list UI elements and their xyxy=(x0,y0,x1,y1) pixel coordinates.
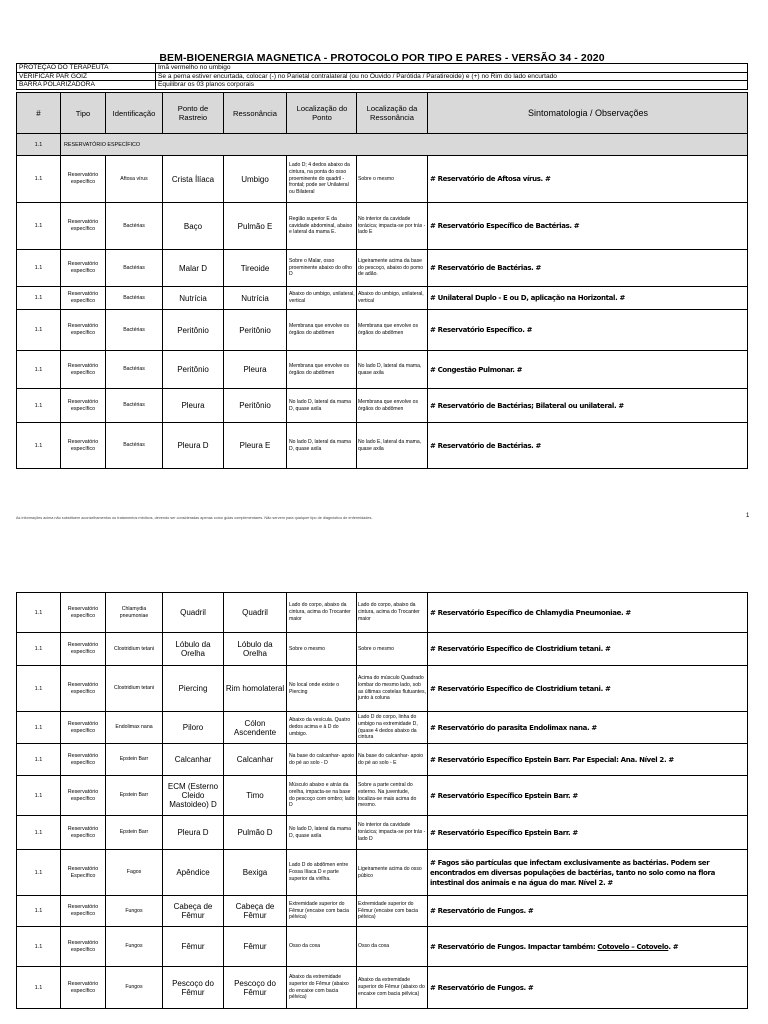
row-localizacao-ponto: Osso da coxa xyxy=(287,927,357,967)
row-observacoes: # Reservatório Específico Epstein Barr. Par Especial: Ana. Nível 2. # xyxy=(428,744,748,776)
row-num: 1.1 xyxy=(17,967,61,1009)
table-row xyxy=(17,203,748,250)
protocol-table-page-2 xyxy=(16,592,748,1009)
row-localizacao-ponto: Na base do calcanhar- apoio do pé ao solo - D xyxy=(287,744,357,776)
row-observacoes: # Reservatório Específico de Clostridium tetani. # xyxy=(428,633,748,666)
row-identificacao: Fungos xyxy=(106,896,163,927)
row-num: 1.1 xyxy=(17,744,61,776)
row-tipo: Reservatório específico xyxy=(61,744,106,776)
row-observacoes: # Reservatório de Bactérias. # xyxy=(428,250,748,287)
header-ponto: Ponto de Rastreio xyxy=(163,93,224,134)
row-tipo: Reservatório específico xyxy=(61,351,106,389)
row-tipo: Reservatório específico xyxy=(61,633,106,666)
page-number: 1 xyxy=(746,513,750,519)
row-observacoes: # Unilateral Duplo - E ou D, aplicação na Horizontal. # xyxy=(428,287,748,310)
row-ressonancia: Umbigo xyxy=(224,156,287,203)
row-localizacao-ponto: Sobre o mesmo xyxy=(287,633,357,666)
row-ponto-rastreio: Calcanhar xyxy=(163,744,224,776)
row-observacoes: # Reservatório Específico de Clostridium tetani. # xyxy=(428,666,748,712)
row-tipo: Reservatório Específico xyxy=(61,850,106,896)
row-identificacao: Fagos xyxy=(106,850,163,896)
row-localizacao-ressonancia: Sobre o mesmo xyxy=(357,633,428,666)
row-localizacao-ressonancia: Membrana que envolve os órgãos do abdômen xyxy=(357,310,428,351)
row-identificacao: Clostridium tetani xyxy=(106,633,163,666)
row-ressonancia: Tireoide xyxy=(224,250,287,287)
row-ressonancia: Pleura E xyxy=(224,423,287,469)
row-observacoes: # Reservatório de Bactérias. # xyxy=(428,423,748,469)
row-localizacao-ponto: Membrana que envolve os órgãos do abdômen xyxy=(287,351,357,389)
row-observacoes: # Reservatório de Fungos. # xyxy=(428,896,748,927)
row-ponto-rastreio: Pleura xyxy=(163,389,224,423)
row-tipo: Reservatório específico xyxy=(61,776,106,816)
row-localizacao-ponto: Abaixo do umbigo, unilateral, vertical xyxy=(287,287,357,310)
row-ressonancia: Nutrícia xyxy=(224,287,287,310)
header-lr: Localização da Ressonância xyxy=(357,93,428,134)
row-localizacao-ponto: No lado D, lateral da mama D, quase axila xyxy=(287,423,357,469)
row-identificacao: Endolimax nana xyxy=(106,712,163,744)
row-ponto-rastreio: Cabeça de Fêmur xyxy=(163,896,224,927)
row-localizacao-ponto: No lado D, lateral da mama D, quase axila xyxy=(287,389,357,423)
row-localizacao-ponto: Lado do corpo, abaixo da cintura, acima do Trocanter maior xyxy=(287,593,357,633)
row-ponto-rastreio: Piloro xyxy=(163,712,224,744)
table-row xyxy=(17,593,748,633)
row-localizacao-ponto: Músculo abaixo e atrás da orelha, impacta-se na base do pescoço com ombro; lado D xyxy=(287,776,357,816)
protocol-table-page-1 xyxy=(16,92,748,469)
row-observacoes: # Fagos são partículas que infectam exclusivamente as bactérias. Podem ser encontrados em diversas populações de bactérias, tanto no solo como na flora intestinal dos animais e na água do mar. Nível 2. # xyxy=(428,850,748,896)
row-localizacao-ressonancia: Acima do músculo Quadrado lombar do mesmo lado, sob as últimas costelas flutuantes, junto à coluna xyxy=(357,666,428,712)
row-localizacao-ponto: No lado D, lateral da mama D, quase axila xyxy=(287,816,357,850)
section-label: RESERVATÓRIO ESPECÍFICO xyxy=(61,134,748,156)
row-ponto-rastreio: Malar D xyxy=(163,250,224,287)
info-key: BARRA POLARIZADORA xyxy=(17,81,156,90)
info-table xyxy=(16,63,748,90)
header-lp: Localização do Ponto xyxy=(287,93,357,134)
row-ressonancia: Rim homolateral xyxy=(224,666,287,712)
row-observacoes xyxy=(428,927,748,967)
row-localizacao-ressonancia: Ligeiramente acima da base do pescoço, abaixo do pomo de adão. xyxy=(357,250,428,287)
row-localizacao-ressonancia: Abaixo do umbigo, unilateral, vertical xyxy=(357,287,428,310)
row-identificacao: Epstein Barr xyxy=(106,744,163,776)
row-tipo: Reservatório específico xyxy=(61,423,106,469)
table-row xyxy=(17,816,748,850)
row-tipo: Reservatório específico xyxy=(61,250,106,287)
table-row xyxy=(17,896,748,927)
row-num: 1.1 xyxy=(17,712,61,744)
row-tipo: Reservatório específico xyxy=(61,203,106,250)
header-res: Ressonância xyxy=(224,93,287,134)
info-value: Se a perna estiver encurtada, colocar (-) no Parietal contralateral (ou no Ouvido / Parótida / Paratireoide) e (+) no Rim do lado encurtado xyxy=(156,72,748,81)
section-num: 1.1 xyxy=(17,134,61,156)
row-ressonancia: Pescoço do Fêmur xyxy=(224,967,287,1009)
row-identificacao: Bactérias xyxy=(106,250,163,287)
row-num: 1.1 xyxy=(17,287,61,310)
row-identificacao: Fungos xyxy=(106,967,163,1009)
info-row xyxy=(17,81,748,90)
row-localizacao-ponto: No local onde existe o Piercing xyxy=(287,666,357,712)
row-ponto-rastreio: Crista Ílíaca xyxy=(163,156,224,203)
row-localizacao-ressonancia: Ligeiramente acima do osso púbico xyxy=(357,850,428,896)
row-ressonancia: Calcanhar xyxy=(224,744,287,776)
row-ponto-rastreio: Peritônio xyxy=(163,351,224,389)
row-tipo: Reservatório específico xyxy=(61,287,106,310)
row-localizacao-ponto: Região superior E da cavidade abdominal, abaixo e lateral da mama E. xyxy=(287,203,357,250)
info-row xyxy=(17,64,748,73)
info-key: PROTEÇÃO DO TERAPEUTA xyxy=(17,64,156,73)
row-observacoes: # Congestão Pulmonar. # xyxy=(428,351,748,389)
row-ponto-rastreio: ECM (Esterno Cleido Mastoideo) D xyxy=(163,776,224,816)
row-localizacao-ressonancia: No lado D, lateral da mama, quase axila xyxy=(357,351,428,389)
row-localizacao-ponto: Lado D; 4 dedos abaixo da cintura, na ponta do osso proeminente do quadril - frontal; pode ser Unilateral ou Bilateral xyxy=(287,156,357,203)
footer-disclaimer: As informações acima não substituem aconselhamentos ou tratamentos médicos, devendo ser consideradas apenas como guias complementares. Não servem para qualquer tipo de diagnóstico de enfermidades. xyxy=(16,516,373,520)
row-ponto-rastreio: Baço xyxy=(163,203,224,250)
info-value: Imã vermelho no umbigo xyxy=(156,64,748,73)
obs-text: # Reservatório de Fungos. Impactar também: xyxy=(430,942,598,951)
table-row xyxy=(17,250,748,287)
table-row xyxy=(17,389,748,423)
row-ponto-rastreio: Pescoço do Fêmur xyxy=(163,967,224,1009)
row-observacoes: # Reservatório Específico Epstein Barr. # xyxy=(428,776,748,816)
row-num: 1.1 xyxy=(17,593,61,633)
table-row xyxy=(17,776,748,816)
document-title: BEM-BIOENERGIA MAGNETICA - PROTOCOLO POR TIPO E PARES - VERSÃO 34 - 2020 xyxy=(159,52,605,64)
row-identificacao: Epstein Barr xyxy=(106,816,163,850)
row-localizacao-ponto: Extremidade superior do Fêmur (encaixe com bacia pélvica) xyxy=(287,896,357,927)
row-num: 1.1 xyxy=(17,156,61,203)
row-num: 1.1 xyxy=(17,351,61,389)
row-localizacao-ressonancia: Extremidade superior do Fêmur (encaixe com bacia pélvica) xyxy=(357,896,428,927)
row-ressonancia: Pulmão E xyxy=(224,203,287,250)
row-tipo: Reservatório específico xyxy=(61,156,106,203)
row-localizacao-ressonancia: Sobre o mesmo xyxy=(357,156,428,203)
row-localizacao-ressonancia: Membrana que envolve os órgãos do abdômen xyxy=(357,389,428,423)
row-ressonancia: Lóbulo da Orelha xyxy=(224,633,287,666)
row-observacoes: # Reservatório de Fungos. # xyxy=(428,967,748,1009)
row-tipo: Reservatório específico xyxy=(61,712,106,744)
row-ponto-rastreio: Piercing xyxy=(163,666,224,712)
table-row xyxy=(17,666,748,712)
row-tipo: Reservatório específico xyxy=(61,389,106,423)
row-num: 1.1 xyxy=(17,203,61,250)
row-num: 1.1 xyxy=(17,250,61,287)
row-ponto-rastreio: Nutrícia xyxy=(163,287,224,310)
row-localizacao-ressonancia: No lado E, lateral da mama, quase axila xyxy=(357,423,428,469)
row-identificacao: Chlamydia pneumoniae xyxy=(106,593,163,633)
info-row xyxy=(17,72,748,81)
row-localizacao-ponto: Abaixo da extremidade superior do Fêmur (abaixo do encaixe com bacia pélvica) xyxy=(287,967,357,1009)
row-identificacao: Bactérias xyxy=(106,351,163,389)
row-ressonancia: Timo xyxy=(224,776,287,816)
row-identificacao: Bactérias xyxy=(106,287,163,310)
table-row xyxy=(17,310,748,351)
row-ponto-rastreio: Pleura D xyxy=(163,816,224,850)
row-identificacao: Bactérias xyxy=(106,423,163,469)
row-localizacao-ressonancia: No interior da cavidade torácica; impacta-se por trás - lado D xyxy=(357,816,428,850)
row-ponto-rastreio: Peritônio xyxy=(163,310,224,351)
table-row xyxy=(17,156,748,203)
row-localizacao-ressonancia: Lado do corpo, abaixo da cintura, acima do Trocanter maior xyxy=(357,593,428,633)
row-ressonancia: Peritônio xyxy=(224,310,287,351)
row-identificacao: Clostridium tetani xyxy=(106,666,163,712)
table-row xyxy=(17,712,748,744)
page-1-table-wrap xyxy=(16,92,748,469)
row-tipo: Reservatório específico xyxy=(61,927,106,967)
row-ressonancia: Cabeça de Fêmur xyxy=(224,896,287,927)
section-row xyxy=(17,134,748,156)
row-tipo: Reservatório específico xyxy=(61,310,106,351)
row-num: 1.1 xyxy=(17,776,61,816)
row-localizacao-ressonancia: No interior da cavidade torácica; impacta-se por trás - lado E xyxy=(357,203,428,250)
row-num: 1.1 xyxy=(17,896,61,927)
row-localizacao-ponto: Sobre o Malar, osso proeminente abaixo do olho D xyxy=(287,250,357,287)
row-ponto-rastreio: Quadril xyxy=(163,593,224,633)
row-tipo: Reservatório específico xyxy=(61,896,106,927)
row-localizacao-ressonancia: Sobre a parte central do esterno. Na juventude, localiza-se mais acima do mesmo. xyxy=(357,776,428,816)
info-key: VERIFICAR PAR GOIZ xyxy=(17,72,156,81)
row-ressonancia: Quadril xyxy=(224,593,287,633)
info-value: Equilibrar os 03 planos corporais xyxy=(156,81,748,90)
header-row xyxy=(17,93,748,134)
row-num: 1.1 xyxy=(17,423,61,469)
row-localizacao-ponto: Abaixo da vesícula. Quatro dedos acima e à D do umbigo. xyxy=(287,712,357,744)
row-localizacao-ressonancia: Lado D do corpo, linha do umbigo na extremidade D, (quase 4 dedos abaixo da cintura xyxy=(357,712,428,744)
row-tipo: Reservatório específico xyxy=(61,666,106,712)
row-tipo: Reservatório específico xyxy=(61,967,106,1009)
row-num: 1.1 xyxy=(17,389,61,423)
row-observacoes: # Reservatório Específico Epstein Barr. # xyxy=(428,816,748,850)
row-ponto-rastreio: Lóbulo da Orelha xyxy=(163,633,224,666)
row-ressonancia: Peritônio xyxy=(224,389,287,423)
row-identificacao: Epstein Barr xyxy=(106,776,163,816)
row-observacoes: # Reservatório Específico de Chlamydia Pneumoniae. # xyxy=(428,593,748,633)
page-2-table-wrap xyxy=(16,592,748,1009)
table-row xyxy=(17,423,748,469)
obs-link: Cotovelo – Cotovelo xyxy=(597,942,669,951)
row-localizacao-ressonancia: Na base do calcanhar- apoio do pé ao solo - E xyxy=(357,744,428,776)
row-identificacao: Bactérias xyxy=(106,203,163,250)
header-obs: Sintomatologia / Observações xyxy=(428,93,748,134)
row-ressonancia: Bexiga xyxy=(224,850,287,896)
row-identificacao: Bactérias xyxy=(106,310,163,351)
row-ressonancia: Pleura xyxy=(224,351,287,389)
table-row xyxy=(17,744,748,776)
row-identificacao: Aftosa vírus xyxy=(106,156,163,203)
row-num: 1.1 xyxy=(17,850,61,896)
row-observacoes: # Reservatório Específico de Bactérias. # xyxy=(428,203,748,250)
row-ponto-rastreio: Apêndice xyxy=(163,850,224,896)
row-observacoes: # Reservatório de Aftosa vírus. # xyxy=(428,156,748,203)
row-identificacao: Bactérias xyxy=(106,389,163,423)
row-localizacao-ressonancia: Abaixo da extremidade superior do Fêmur (abaixo do encaixe com bacia pélvica) xyxy=(357,967,428,1009)
row-localizacao-ressonancia: Osso da coxa xyxy=(357,927,428,967)
row-ponto-rastreio: Fêmur xyxy=(163,927,224,967)
header-id: Identificação xyxy=(106,93,163,134)
row-localizacao-ponto: Membrana que envolve os órgãos do abdômen xyxy=(287,310,357,351)
row-observacoes: # Reservatório Específico. # xyxy=(428,310,748,351)
row-ressonancia: Cólon Ascendente xyxy=(224,712,287,744)
row-ressonancia: Pulmão D xyxy=(224,816,287,850)
table-row xyxy=(17,351,748,389)
table-row xyxy=(17,633,748,666)
table-row xyxy=(17,927,748,967)
table-row xyxy=(17,287,748,310)
row-num: 1.1 xyxy=(17,310,61,351)
row-ressonancia: Fêmur xyxy=(224,927,287,967)
row-observacoes: # Reservatório de Bactérias; Bilateral ou unilateral. # xyxy=(428,389,748,423)
header-num: # xyxy=(17,93,61,134)
row-tipo: Reservatório específico xyxy=(61,816,106,850)
row-num: 1.1 xyxy=(17,927,61,967)
header-tipo: Tipo xyxy=(61,93,106,134)
row-num: 1.1 xyxy=(17,633,61,666)
row-identificacao: Fungos xyxy=(106,927,163,967)
row-num: 1.1 xyxy=(17,816,61,850)
row-observacoes: # Reservatório do parasita Endolimax nana. # xyxy=(428,712,748,744)
row-tipo: Reservatório específico xyxy=(61,593,106,633)
row-ponto-rastreio: Pleura D xyxy=(163,423,224,469)
table-row xyxy=(17,850,748,896)
table-row xyxy=(17,967,748,1009)
row-localizacao-ponto: Lado D do abdômen entre Fossa Ilíaca D e parte superior da virilha. xyxy=(287,850,357,896)
row-num: 1.1 xyxy=(17,666,61,712)
obs-text-end: . # xyxy=(668,942,679,951)
